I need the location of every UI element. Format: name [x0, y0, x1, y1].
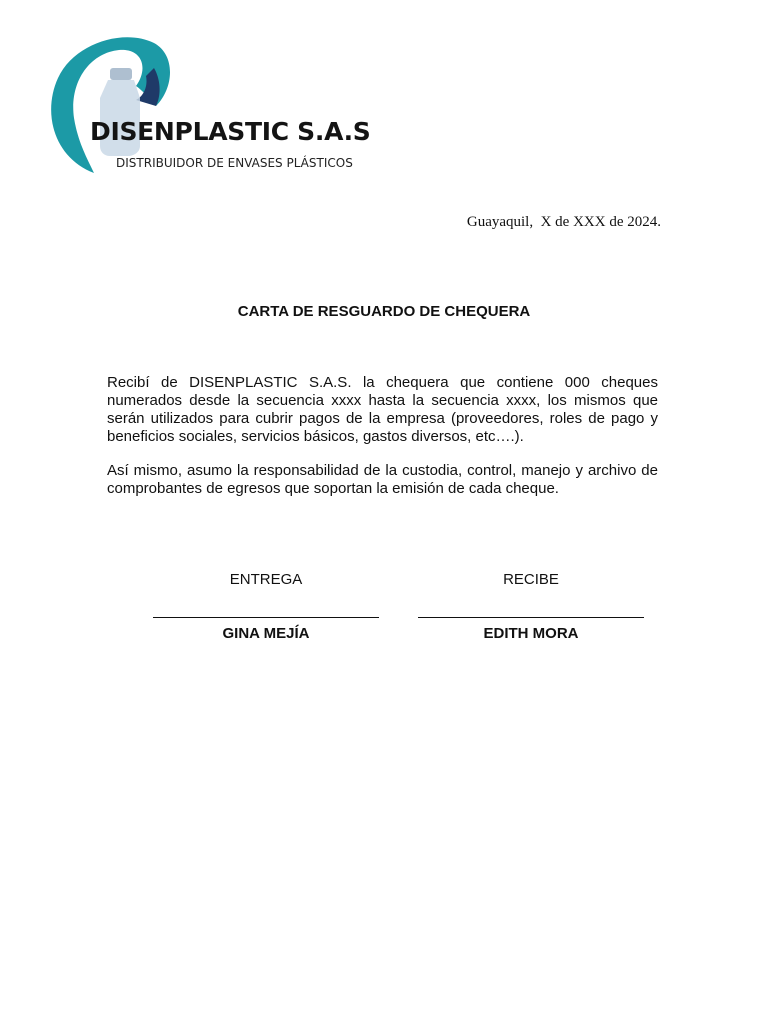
body-paragraph: Así mismo, asumo la responsabilidad de la custodia, control, manejo y archivo de comprobantes de egresos que soportan la emisión de cada cheque. — [107, 462, 658, 497]
signature-name: GINA MEJÍA — [222, 625, 310, 642]
signature-role: RECIBE — [503, 571, 559, 588]
company-tagline: DISTRIBUIDOR DE ENVASES PLÁSTICOS — [116, 156, 353, 170]
letter-title: CARTA DE RESGUARDO DE CHEQUERA — [237, 303, 531, 320]
company-name: DISENPLASTIC S.A.S — [90, 117, 371, 146]
company-logo — [44, 28, 371, 178]
body-paragraph: Recibí de DISENPLASTIC S.A.S. la chequera que contiene 000 cheques numerados desde la secuencia xxxx hasta la secuencia xxxx, los mismos que serán utilizados para cubrir pagos de la empresa (proveedores, roles de pago y beneficios sociales, servicios básicos, gastos diversos, etc….). — [107, 374, 658, 445]
signature-role: ENTREGA — [229, 571, 303, 588]
signature-line — [153, 617, 379, 618]
signature-line — [418, 617, 644, 618]
date-line: Guayaquil, X de XXX de 2024. — [466, 214, 661, 230]
letter-body — [107, 374, 658, 498]
signature-name: EDITH MORA — [483, 625, 579, 642]
